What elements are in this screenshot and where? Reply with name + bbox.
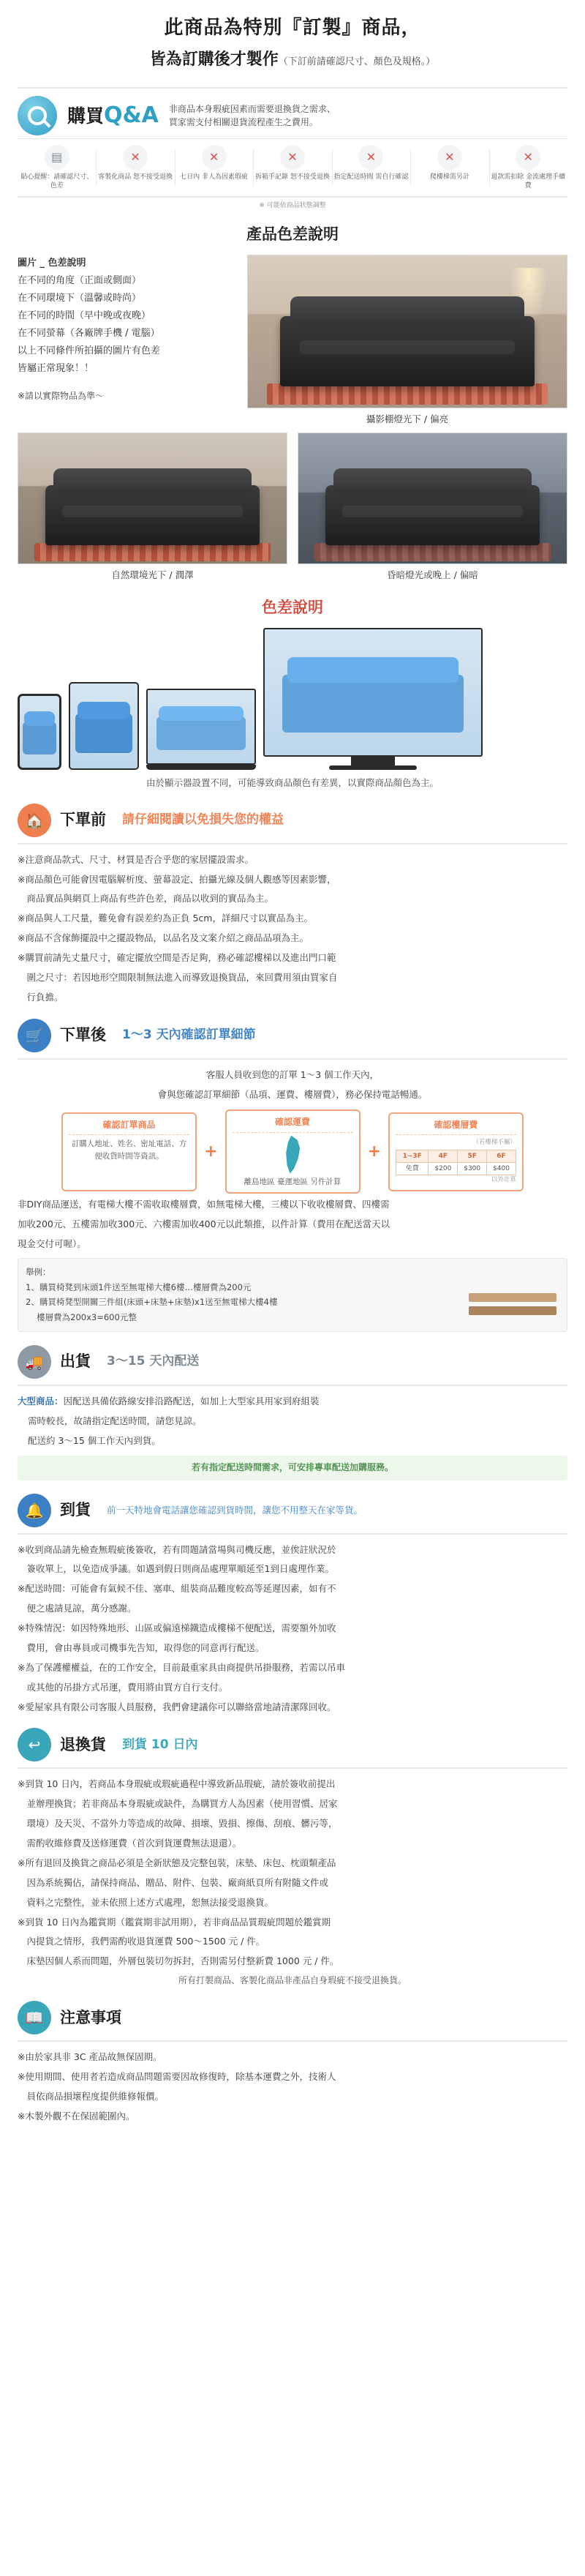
section-after-order (18, 1019, 567, 1332)
blue-sofa-shape (156, 716, 246, 750)
table-cell: $400 (487, 1162, 516, 1175)
monitor-screen (263, 628, 483, 757)
divider (18, 1058, 567, 1060)
devices-note: 由於顯示器設置不同，可能導致商品顏色有差異，以實際商品顏色為主。 (146, 776, 439, 788)
table-header-cell: 6F (487, 1150, 516, 1162)
title-line-1: 此商品為特別『訂製』商品， (164, 17, 421, 39)
body-line: ※所有退回及換貨之商品必須是全新狀態及完整包裝，床墊、床包、枕頭類產品 (18, 1857, 336, 1868)
qa-icon-label: 退款需扣除 金流處理手續費 (491, 173, 566, 190)
qa-title-prefix: 購買 (67, 105, 105, 127)
divider (18, 1533, 567, 1535)
section-title: 到貨 (60, 1500, 91, 1519)
qa-text-line-2: 買家需支付相關退貨流程產生之費用。 (168, 116, 318, 127)
body-line: ※為了保護權權益，在的工作安全，目前最重家具由商提供吊掛服務，若需以吊車 (18, 1661, 345, 1673)
qa-icon-label: 七日內 非人為因素瑕疵 (180, 173, 248, 181)
section-header (18, 1728, 567, 1761)
qa-text-line-1: 非商品本身瑕疵因素而需要退換貨之需求、 (168, 103, 336, 114)
colorspec-photo-row (18, 433, 567, 584)
body-line: 員依商品損壞程度提供維修報價。 (18, 2091, 165, 2103)
phone-device (18, 694, 61, 770)
qa-icon-cell (410, 145, 488, 190)
no-disassemble-icon: ✕ (358, 145, 383, 170)
colorspec-line: 皆屬正常現象！！ (18, 363, 94, 375)
body-line: ※到貨 10 日內為鑑賞期（鑑賞期非試用期），若非商品品質瑕疵問題於鑑賞期 (18, 1916, 331, 1928)
colorspec-line: 在不同環境下（溫馨或時尚） (18, 293, 142, 304)
body-line: ※愛屋家具有限公司客服人員服務，我們會建議你可以聯絡當地請清潔隊回收。 (18, 1701, 336, 1712)
colorspec-line: 以上不同條件所拍攝的圖片有色差 (18, 345, 161, 357)
no-return-icon: ✕ (123, 145, 148, 170)
sofa-shape (45, 485, 260, 545)
section-header (18, 1494, 567, 1527)
qa-icon-cell (253, 145, 331, 190)
section-header (18, 1019, 567, 1052)
section-header (18, 2001, 567, 2034)
photo-caption: 自然環境光下 / 潤澤 (111, 569, 194, 581)
plus-icon: + (204, 1142, 218, 1161)
table-cell: 免費 (396, 1162, 429, 1175)
section-arrival (18, 1494, 567, 1715)
body-line: ※由於家具非 3C 產品故無保固期。 (18, 2051, 162, 2063)
body-line: 現金交付可喔）。 (18, 1238, 86, 1250)
colorspec-note: ※請以實際物品為準～ (18, 391, 105, 402)
qa-icon-cell (489, 145, 567, 190)
table-header-cell: 5F (458, 1150, 487, 1162)
step-body: 訂購人地址、姓名、密址電話、方便收貨時間等資訊。 (71, 1139, 187, 1161)
colorspec-photo-top-right (247, 255, 567, 428)
section-subtitle: 請仔細閱讀以免損失您的權益 (122, 812, 284, 828)
body-line: 便之處請見諒，萬分感謝。 (18, 1603, 137, 1614)
section-title: 退換貨 (60, 1735, 106, 1753)
colorspec-line: 在不同的時間（早中晚或夜晚） (18, 310, 151, 322)
step-confirm-floor-fee (388, 1112, 524, 1191)
step-confirm-product (61, 1112, 197, 1191)
laptop-device (146, 689, 256, 770)
body-line: ※注意商品款式、尺寸、材質是否合乎您的家居擺設需求。 (18, 853, 254, 865)
step-title: 確認樓層費 (396, 1118, 516, 1135)
table-cell: $300 (458, 1162, 487, 1175)
qa-title (67, 98, 159, 133)
colorspec-line: 在不同的角度（正面或側面） (18, 275, 142, 287)
section-returns (18, 1728, 567, 1988)
qa-icon-cell (96, 145, 174, 190)
phone-screen (18, 694, 61, 770)
section-body (18, 2049, 567, 2124)
title-line-2 (7, 47, 578, 72)
no-stairs-icon: ✕ (437, 145, 462, 170)
buy-icon: 🛒 (18, 1019, 51, 1052)
bell-icon: 🔔 (18, 1494, 51, 1527)
section-body (18, 1776, 567, 1969)
colorspec-block (18, 255, 567, 428)
qa-icon-label: 爬樓梯需另計 (429, 173, 469, 181)
magnifier-icon (18, 96, 57, 135)
body-line: 因為系統獨佔，請保持商品、贈品、附件、包裝、廠商紙頁所有附隨文件或 (18, 1876, 329, 1888)
rug-shape (267, 383, 548, 405)
return-icon: ↩ (18, 1728, 51, 1761)
table-header-cell: 1~3F (396, 1150, 429, 1162)
section-body (18, 1393, 567, 1449)
body-line: 簽收單上，以免造成爭議。如遇到假日則商品處理單順延至1到日處理作業。 (18, 1563, 334, 1575)
qa-icon-label: 貼心提醒：請確認尺寸、色差 (20, 173, 94, 190)
section-body (18, 852, 567, 1006)
qa-title-qa: Q&A (104, 102, 159, 128)
plus-icon: + (367, 1142, 381, 1161)
body-line: 因配送具備依路線安排沿路配送，如加上大型家具用家到府組裝 (63, 1395, 320, 1407)
body-line: ※木製外觀不在保固範圍內。 (18, 2111, 135, 2122)
bed-top-shape (469, 1293, 556, 1302)
sofa-shape (280, 316, 535, 386)
qa-icon-label: 指定配送時間 需自行確認 (333, 173, 409, 181)
qa-band (18, 87, 567, 139)
example-line: 樓層費為200x3=600元整 (26, 1312, 137, 1323)
device-row (18, 628, 567, 770)
qa-icon-label: 客製化商品 恕不接受退換 (98, 173, 173, 181)
table-header-row (396, 1150, 516, 1162)
laptop-screen (146, 689, 256, 765)
tablet-device (69, 682, 139, 770)
monitor-device (263, 628, 483, 770)
bold-label-text: 大型商品： (18, 1395, 64, 1407)
table-cell: $200 (429, 1162, 458, 1175)
section-before-order (18, 804, 567, 1006)
page-title (0, 0, 585, 80)
step-confirm-shipping (225, 1109, 361, 1194)
seven-day-icon: ✕ (202, 145, 227, 170)
example-box (18, 1258, 567, 1332)
blue-sofa-shape (23, 722, 56, 755)
body-line: 會與您確認訂單細節（品項、運費、樓層費），務必保持電話暢通。 (157, 1088, 428, 1100)
colorspec-photo-bottom-left (18, 433, 287, 584)
after-notes (18, 1197, 567, 1252)
blue-sofa-shape (75, 714, 132, 752)
shipping-bold-label (18, 1393, 567, 1409)
colorspec-title: 產品色差說明 (246, 225, 339, 244)
section-header (18, 1345, 567, 1379)
body-line: ※特殊情況：如因特殊地形、山區或偏遠梯鐵造成樓梯不便配送，需要額外加收 (18, 1622, 336, 1634)
section-body (18, 1067, 567, 1103)
photo-caption: 攝影棚燈光下 / 偏亮 (366, 413, 449, 425)
qa-icon-strip (18, 145, 567, 198)
body-line: 費用，會由專員或司機事先告知，取得您的同意再行配送。 (18, 1641, 265, 1653)
section-header (18, 804, 567, 837)
body-line: ※商品與人工尺量，難免會有誤差約為正負 5cm，詳細尺寸以實品為主。 (18, 913, 313, 924)
divider (18, 2040, 567, 2042)
tablet-screen (69, 682, 139, 770)
title-line-2-note: （下訂前請確認尺寸、顏色及規格。） (278, 56, 436, 67)
body-line: 非DIY商品運送，有電梯大樓不需收取樓層費，如無電梯大樓，三樓以下收收樓層費、四樓需 (18, 1199, 390, 1210)
shipping-banner: 若有指定配送時間需求，可安排專車配送加購服務。 (18, 1456, 567, 1480)
monitor-stand (351, 757, 395, 765)
step-body: 離島地區 臺運地區 另件計算 (244, 1177, 341, 1186)
rug-shape (34, 543, 271, 561)
section-subtitle: 到貨 10 日內 (122, 1737, 198, 1752)
laptop-base (146, 765, 256, 770)
room-photo-dim (298, 433, 567, 564)
body-line: 並辦理換貨；若非商品本身瑕疵或缺件，為購買方人為因素（使用習慣、居家 (18, 1798, 338, 1810)
section-shipping (18, 1345, 567, 1480)
body-line: 配送約 3～15 個工作天內到貨。 (28, 1434, 161, 1446)
section-title: 注意事項 (60, 2008, 121, 2026)
colorspec-text (18, 255, 237, 405)
no-trial-icon: ✕ (280, 145, 305, 170)
body-line: 圍之尺寸：若因地形空間限制無法進入而導致退換貨品，來回費用須由買家自 (18, 971, 338, 983)
section-body (18, 1542, 567, 1715)
section-subtitle: 3～15 天內配送 (107, 1354, 200, 1369)
qa-footnote: ※ 可能依商品狀態調整 (259, 202, 326, 210)
qa-icon-cell (18, 145, 96, 190)
qa-icon-cell (175, 145, 253, 190)
blue-sofa-shape (282, 675, 464, 733)
section-subtitle: 1～3 天內確認訂單細節 (122, 1027, 256, 1043)
floor-fee-table (396, 1150, 516, 1176)
table-row (396, 1162, 516, 1175)
no-install-icon: ✕ (516, 145, 540, 170)
divider (18, 843, 567, 845)
body-line: 行負擔。 (18, 991, 64, 1003)
monitor-foot (329, 765, 417, 770)
body-line: ※購買前請先丈量尺寸，確定擺放空間是否足夠，務必確認樓梯以及進出門口範 (18, 952, 336, 964)
truck-icon: 🚚 (18, 1345, 51, 1379)
section-notice (18, 2001, 567, 2124)
body-line: 內提貨之情形，我們需酌收退貨運費 500～1500 元 / 件。 (18, 1936, 265, 1947)
body-line: 環境）及天災、不當外力等造成的故障、損壞、毀損、擦傷、刮痕、髒污等， (18, 1818, 338, 1830)
body-line: 客服人員收到您的訂單 1～3 個工作天內， (205, 1068, 380, 1080)
title-line-2-main: 皆為訂購後才製作 (149, 50, 279, 69)
qa-icon-label: 拆箱手記錄 恕不接受退換 (255, 173, 330, 181)
order-steps (18, 1109, 567, 1194)
bed-bottom-shape (469, 1306, 556, 1315)
step-title: 確認運費 (233, 1115, 353, 1132)
ruler-icon: ▤ (45, 145, 69, 170)
section-subtitle: 前一天特地會電話讓您確認到貨時間，讓您不用整天在家等貨。 (107, 1504, 363, 1516)
example-line: 2、購買椅凳型開關三件組(床頭+床墊+床墊)x1送至無電梯大樓4樓 (26, 1297, 278, 1308)
fee-table-footer: 以外計算 (491, 1176, 516, 1184)
body-line: ※使用期間、使用者若造成商品問題需要因故修復時，除基本運費之外，技術人 (18, 2071, 336, 2083)
body-line: 或其他的吊掛方式吊運，費用將由買方自行支付。 (18, 1681, 228, 1693)
section-title: 出貨 (60, 1352, 91, 1370)
table-header-cell: 4F (429, 1150, 458, 1162)
bed-illustration (469, 1293, 556, 1324)
room-photo-natural (18, 433, 287, 564)
fee-table-caption: （若樓梯不屬） (472, 1138, 516, 1146)
rug-shape (314, 543, 551, 561)
body-line: 床墊因個人系而問題，外層包裝切勿拆封，否則需另付整新費 1000 元 / 件。 (18, 1955, 339, 1967)
section-title: 下單後 (60, 1025, 106, 1044)
devices-title: 色差說明 (262, 599, 323, 617)
body-line: 資料之完整性，並未依照上述方式處理，恕無法接受退換貨。 (18, 1896, 274, 1908)
taiwan-map-icon (280, 1136, 305, 1174)
colorspec-photo-bottom-right (298, 433, 567, 584)
returns-footer: 所有打製商品、客製化商品非產品自身瑕疵不接受退換貨。 (178, 1975, 407, 1986)
photo-caption: 昏暗燈光或晚上 / 偏暗 (387, 569, 478, 581)
divider (18, 1767, 567, 1769)
body-line: 加收200元、五樓需加收300元、六樓需加收400元以此類推，以件計算（費用在配送當天以 (18, 1218, 390, 1230)
book-icon: 📖 (18, 2001, 51, 2034)
colorspec-line: 圖片 _ 色差說明 (18, 258, 86, 269)
body-line: ※到貨 10 日內，若商品本身瑕疵或瑕疵過程中導致新品瑕疵，請於簽收前提出 (18, 1778, 336, 1790)
colorspec-line: 在不同螢幕（各廠牌手機 / 電腦） (18, 328, 160, 340)
store-icon: 🏠 (18, 804, 51, 837)
divider (18, 1385, 567, 1386)
body-line: 商品實品與網頁上商品有些許色差，商品以收到的實品為主。 (18, 893, 274, 905)
example-line: 1、購買椅凳到床頭1件送至無電梯大樓6樓…樓層費為200元 (26, 1281, 252, 1292)
room-photo-bright (247, 255, 567, 408)
qa-icon-cell (332, 145, 410, 190)
example-title: 舉例： (26, 1267, 51, 1277)
section-title: 下單前 (60, 810, 106, 828)
body-line: 需酌收維修費及送修運費（首次到貨運費無法退還）。 (18, 1838, 242, 1849)
body-line: ※商品顏色可能會因電腦解析度、螢幕設定、拍攝光線及個人觀感等因素影響， (18, 873, 336, 885)
body-line: ※配送時間：可能會有氣候不佳、塞車、組裝商品難度較高等延遲因素，如有不 (18, 1583, 336, 1595)
body-line: 需時較長，故請指定配送時間，請您見諒。 (28, 1415, 202, 1426)
qa-text (169, 102, 336, 129)
body-line: ※商品不含傢飾擺設中之擺設物品，以品名及文案介紹之商品品項為主。 (18, 932, 309, 944)
sofa-shape (325, 485, 540, 545)
step-title: 確認訂單商品 (69, 1118, 189, 1135)
body-line: ※收到商品請先檢查無瑕疵後簽收，若有問題請當場與司機反應，並俟註狀況於 (18, 1543, 336, 1555)
